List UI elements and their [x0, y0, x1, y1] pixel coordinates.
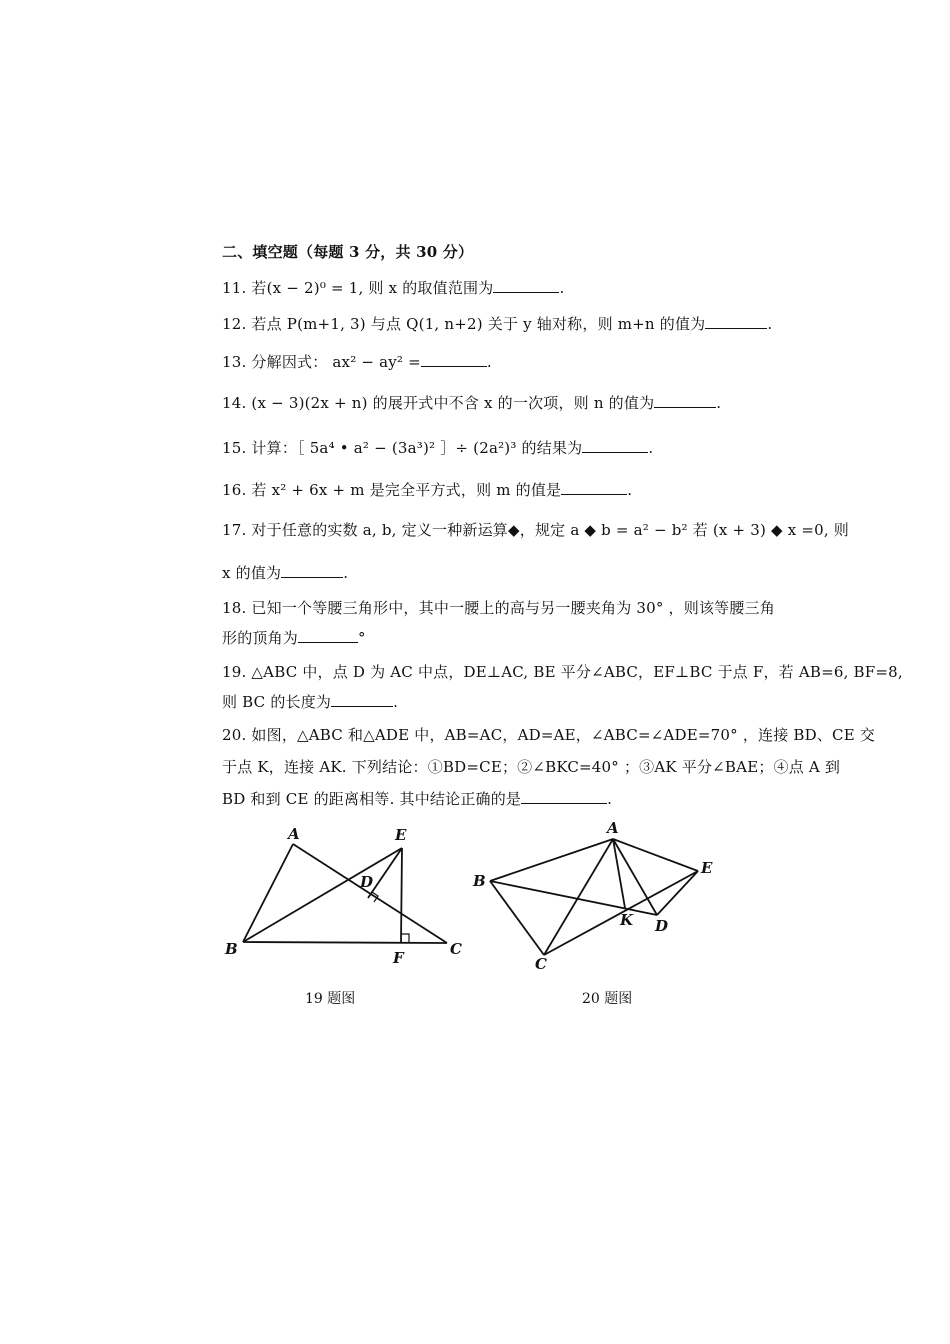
q11-end: .: [559, 279, 565, 297]
segment-bc: [243, 942, 447, 943]
segment-ab: [490, 839, 613, 881]
q12-text: 12. 若点 P(m+1, 3) 与点 Q(1, n+2) 关于 y 轴对称，则 m+n 的值为: [222, 315, 706, 333]
label-e: E: [395, 826, 407, 844]
question-20-line3: [222, 789, 612, 809]
figure-20-caption: 20 题图: [582, 991, 633, 1007]
q11-answer-blank[interactable]: [493, 278, 559, 293]
label-d: D: [360, 873, 374, 891]
q14-answer-blank[interactable]: [654, 393, 716, 408]
q13-end: .: [486, 353, 492, 371]
q17-answer-blank[interactable]: [281, 563, 343, 578]
segment-ac: [544, 839, 613, 955]
label-c: C: [450, 940, 462, 958]
question-12: [222, 314, 772, 334]
q16-answer-blank[interactable]: [561, 480, 627, 495]
q19-text: 则 BC 的长度为: [222, 693, 332, 711]
q17-end: .: [343, 564, 349, 582]
right-angle-f: [401, 934, 409, 942]
q19-answer-blank[interactable]: [331, 692, 393, 707]
label-e: E: [701, 859, 713, 877]
section-heading: 二、填空题（每题 3 分，共 30 分）: [222, 243, 474, 261]
question-18-line1: 18. 已知一个等腰三角形中，其中一腰上的高与另一腰夹角为 30° ，则该等腰三角: [222, 599, 775, 617]
q12-end: .: [767, 315, 773, 333]
segment-bd: [490, 881, 657, 915]
figure-19-caption: 19 题图: [305, 991, 356, 1007]
label-a: A: [607, 819, 619, 837]
question-17-line1: 17. 对于任意的实数 a, b, 定义一种新运算◆，规定 a ◆ b = a² − b² 若 (x + 3) ◆ x =0, 则: [222, 521, 850, 539]
question-18-line2: [222, 628, 366, 648]
q20-text: BD 和到 CE 的距离相等. 其中结论正确的是: [222, 790, 522, 808]
question-11: [222, 278, 564, 298]
segment-bc: [490, 881, 544, 955]
question-13: [222, 352, 492, 372]
segment-ae: [613, 839, 698, 871]
q15-end: .: [648, 439, 654, 457]
q11-text: 11. 若(x − 2)⁰ = 1, 则 x 的取值范围为: [222, 279, 494, 297]
q20-end: .: [607, 790, 613, 808]
figure-19-diagram: [215, 820, 475, 970]
q19-end: .: [393, 693, 399, 711]
label-a: A: [288, 825, 300, 843]
question-17-line2: [222, 563, 348, 583]
question-16: [222, 480, 632, 500]
question-20-line2: 于点 K，连接 AK. 下列结论：①BD=CE；②∠BKC=40° ；③AK 平分∠BAE；④点 A 到: [222, 758, 841, 776]
q14-end: .: [716, 394, 722, 412]
label-b: B: [473, 872, 486, 890]
right-angle-marks: [372, 892, 409, 942]
label-b: B: [225, 940, 238, 958]
label-d: D: [655, 917, 669, 935]
figure-20-diagram: [465, 815, 725, 975]
question-19-line1: 19. △ABC 中，点 D 为 AC 中点，DE⊥AC, BE 平分∠ABC，EF⊥BC 于点 F，若 AB=6, BF=8,: [222, 663, 903, 681]
label-f: F: [393, 949, 404, 967]
segment-de: [657, 871, 698, 915]
question-20-line1: 20. 如图，△ABC 和△ADE 中，AB=AC，AD=AE，∠ABC=∠ADE=70° ，连接 BD、CE 交: [222, 726, 876, 744]
q15-text: 15. 计算：［ 5a⁴ • a² − (3a³)² ］÷ (2a²)³ 的结果为: [222, 439, 583, 457]
label-c: C: [535, 955, 547, 973]
q12-answer-blank[interactable]: [705, 314, 767, 329]
segment-ef: [401, 848, 402, 942]
q17-text: x 的值为: [222, 564, 282, 582]
question-19-line2: [222, 692, 398, 712]
q16-end: .: [627, 481, 633, 499]
q15-answer-blank[interactable]: [582, 438, 648, 453]
q13-text: 13. 分解因式： ax² − ay² =: [222, 353, 421, 371]
segment-de: [368, 848, 402, 898]
q18-end: °: [358, 629, 366, 647]
question-15: [222, 438, 653, 458]
q20-answer-blank[interactable]: [521, 789, 607, 804]
q18-answer-blank[interactable]: [298, 628, 358, 643]
q16-text: 16. 若 x² + 6x + m 是完全平方式，则 m 的值是: [222, 481, 562, 499]
question-14: [222, 393, 721, 413]
q13-answer-blank[interactable]: [421, 352, 487, 367]
label-k: K: [620, 911, 634, 929]
q14-text: 14. (x − 3)(2x + n) 的展开式中不含 x 的一次项，则 n 的值为: [222, 394, 655, 412]
q18-text: 形的顶角为: [222, 629, 299, 647]
